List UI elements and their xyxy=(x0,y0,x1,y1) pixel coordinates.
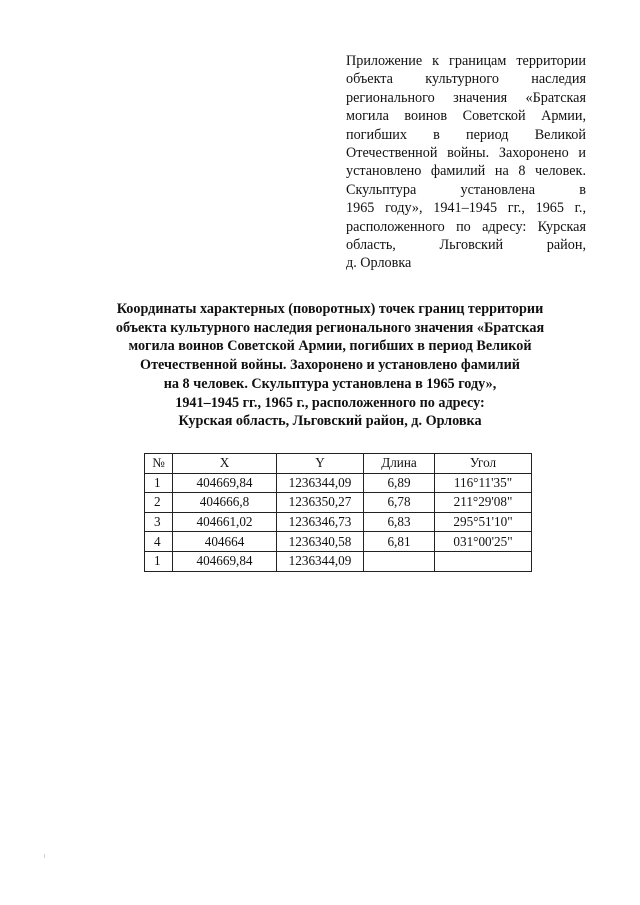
cell-angle: 295°51'10" xyxy=(435,512,532,532)
title-line: Координаты характерных (поворотных) точек границ территории xyxy=(116,301,544,317)
annex-line: регионального значения «Братская xyxy=(346,89,586,106)
header-angle: Угол xyxy=(435,454,532,474)
title-line: объекта культурного наследия регионального значения «Братская xyxy=(115,319,545,336)
annex-line: 1965 году», 1941–1945 гг., 1965 г., xyxy=(346,200,586,217)
cell-length xyxy=(364,551,435,571)
cell-number: 2 xyxy=(145,493,173,513)
cell-y: 1236340,58 xyxy=(277,532,364,552)
cell-y: 1236344,09 xyxy=(277,473,364,493)
annex-line: область, Льговский район, xyxy=(346,236,586,253)
header-x: X xyxy=(173,454,277,474)
cell-angle: 211°29'08" xyxy=(435,493,532,513)
annex-line: Отечественной войны. Захоронено и xyxy=(346,144,586,161)
title-line: Курская область, Льговский район, д. Орловка xyxy=(178,413,482,430)
title-line: могила воинов Советской Армии, погибших в период Великой xyxy=(128,338,532,355)
cell-x: 404666,8 xyxy=(173,493,277,513)
table-row xyxy=(145,512,532,532)
title-line: 1941–1945 гг., 1965 г., расположенного по адресу: xyxy=(175,394,485,411)
table-header-row xyxy=(145,454,532,474)
cell-x: 404661,02 xyxy=(173,512,277,532)
title-line: Отечественной войны. Захоронено и установлено фамилий xyxy=(140,357,520,374)
title-line: на 8 человек. Скульптура установлена в 1965 году», xyxy=(163,375,497,392)
table-row xyxy=(145,551,532,571)
header-number: № xyxy=(145,454,173,474)
cell-number: 4 xyxy=(145,532,173,552)
header-length: Длина xyxy=(364,454,435,474)
annex-line: расположенного по адресу: Курская xyxy=(346,218,586,235)
annex-line: объекта культурного наследия xyxy=(346,71,586,88)
cell-length: 6,78 xyxy=(364,493,435,513)
cell-angle xyxy=(435,551,532,571)
cell-angle: 031°00'25" xyxy=(435,532,532,552)
cell-x: 404669,84 xyxy=(173,473,277,493)
table-row xyxy=(145,493,532,513)
coordinates-table xyxy=(144,453,532,572)
annex-line: погибших в период Великой xyxy=(346,126,586,143)
table-row xyxy=(145,532,532,552)
cell-number: 1 xyxy=(145,551,173,571)
annex-line: могила воинов Советской Армии, xyxy=(346,108,586,125)
cell-x: 404664 xyxy=(173,532,277,552)
cell-angle: 116°11'35" xyxy=(435,473,532,493)
table-row xyxy=(145,473,532,493)
annex-line: Скульптура установлена в xyxy=(346,181,586,198)
cell-x: 404669,84 xyxy=(173,551,277,571)
cell-length: 6,83 xyxy=(364,512,435,532)
cell-length: 6,81 xyxy=(364,532,435,552)
cell-y: 1236350,27 xyxy=(277,493,364,513)
cell-length: 6,89 xyxy=(364,473,435,493)
cell-y: 1236344,09 xyxy=(277,551,364,571)
cell-number: 3 xyxy=(145,512,173,532)
cell-y: 1236346,73 xyxy=(277,512,364,532)
annex-line: Приложение к границам территории xyxy=(346,53,586,69)
document-title xyxy=(70,300,590,431)
annex-note xyxy=(346,52,586,273)
cell-number: 1 xyxy=(145,473,173,493)
scan-speck xyxy=(44,854,45,858)
header-y: Y xyxy=(277,454,364,474)
annex-line: д. Орловка xyxy=(346,255,412,272)
annex-line: установлено фамилий на 8 человек. xyxy=(346,163,586,180)
